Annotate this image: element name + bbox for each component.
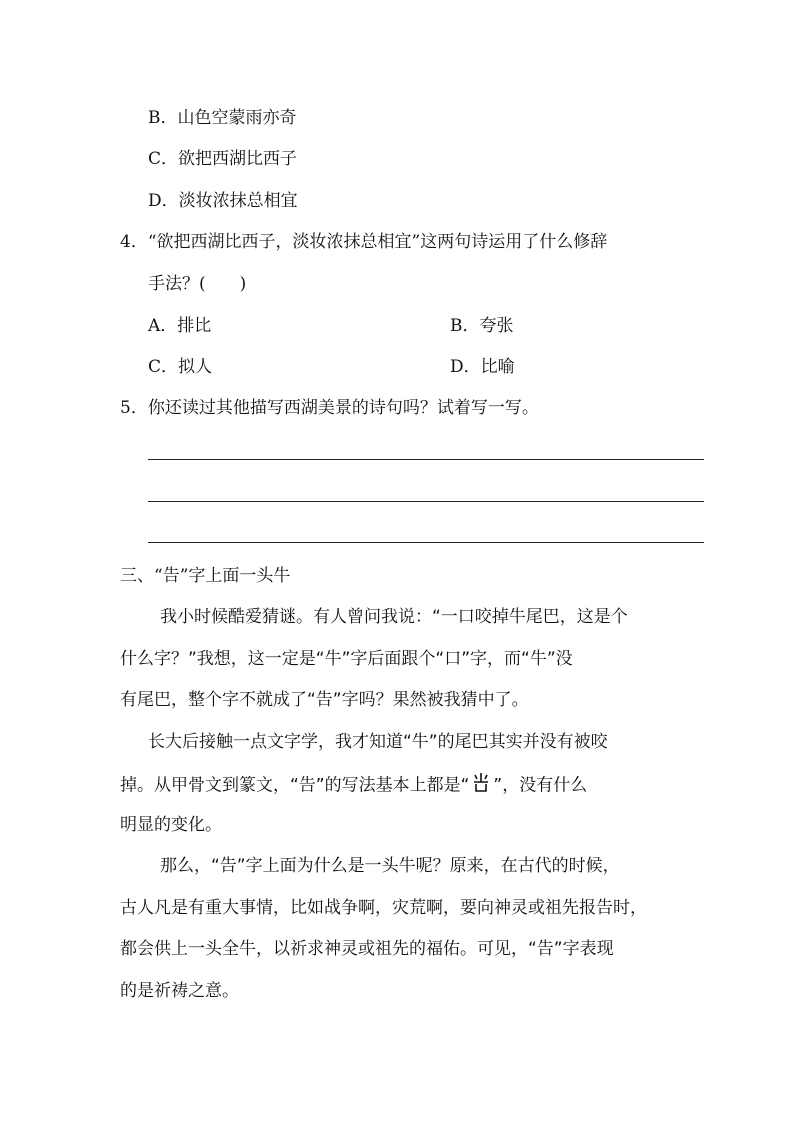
question-4-stem-cont: 手法？( ) (148, 274, 247, 294)
para-1-line-2: 什么字？”我想，这一定是“牛”字后面跟个“口”字，而“牛”没 (120, 649, 573, 669)
ancient-gao-glyph-icon (470, 771, 492, 800)
option-4c: C．拟人 (148, 357, 213, 377)
para-3-line-4: 的是祈祷之意。 (120, 981, 239, 1001)
question-5-stem: 5．你还读过其他描写西湖美景的诗句吗？试着写一写。 (120, 398, 539, 418)
option-4b: B．夸张 (450, 316, 514, 336)
para-3-line-3: 都会供上一头全牛，以祈求神灵或祖先的福佑。可见，“告”字表现 (120, 939, 614, 959)
section-3-title: 三、“告”字上面一头牛 (120, 566, 291, 586)
option-4a: A．排比 (148, 316, 212, 336)
option-3b: B．山色空蒙雨亦奇 (148, 108, 297, 128)
para-2-line-2-start: 掉。从甲骨文到篆文，“告”的写法基本上都是“ (120, 775, 470, 796)
para-2-line-1: 长大后接触一点文字学，我才知道“牛”的尾巴其实并没有被咬 (148, 732, 608, 752)
para-3-line-2: 古人凡是有重大事情，比如战争啊，灾荒啊，要向神灵或祖先报告时， (120, 898, 647, 918)
answer-line-3[interactable] (148, 542, 704, 543)
option-3c: C．欲把西湖比西子 (148, 149, 298, 169)
para-1-line-3: 有尾巴，整个字不就成了“告”字吗？果然被我猜中了。 (120, 690, 529, 710)
option-3d: D．淡妆浓抹总相宜 (148, 191, 298, 211)
para-3-line-1: 那么，“告”字上面为什么是一头牛呢？原来，在古代的时候， (160, 856, 620, 876)
para-2-line-2 (120, 771, 587, 800)
para-1-line-1: 我小时候酷爱猜谜。有人曾问我说：“一口咬掉牛尾巴，这是个 (160, 607, 628, 627)
answer-line-1[interactable] (148, 459, 704, 460)
answer-line-2[interactable] (148, 501, 704, 502)
option-4d: D．比喻 (450, 357, 515, 377)
para-2-line-3: 明显的变化。 (120, 815, 222, 835)
question-4-stem: 4．“欲把西湖比西子，淡妆浓抹总相宜”这两句诗运用了什么修辞 (120, 232, 608, 252)
para-2-line-2-end: ”，没有什么 (493, 775, 588, 796)
